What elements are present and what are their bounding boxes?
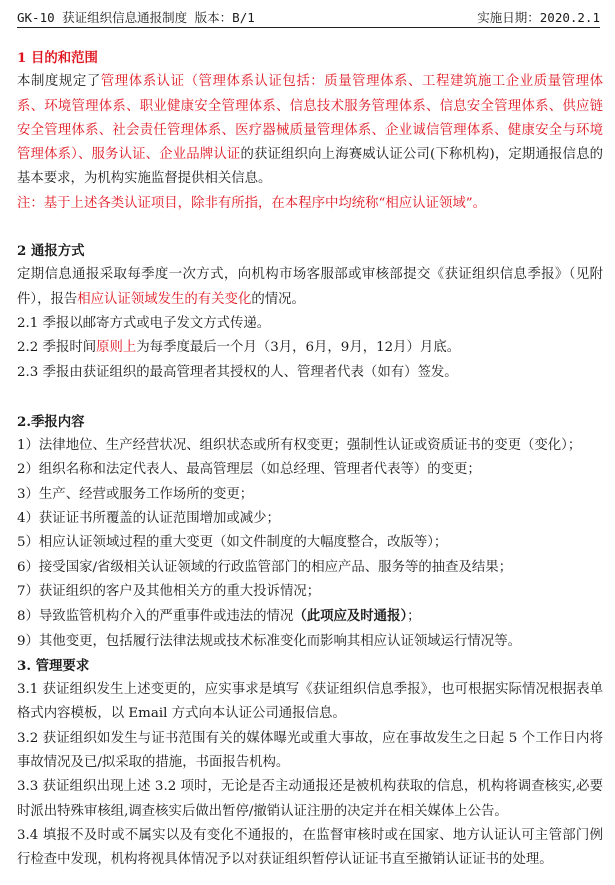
s2-item-2-a: 2.2 季报时间 [17, 340, 97, 356]
s4-paragraph-3: 3.3 获证组织出现上述 3.2 项时，无论是否主动通报还是被机构获取的信息，机构将调查核实,必要时派出特殊审核组,调查核实后做出暂停/撤销认证注册的决定并在相关媒体上公告。 [17, 779, 603, 819]
s2-item-2 [17, 336, 603, 360]
s2-item-2-b: 为每季度最后一个月（3月，6月，9月，12月）月底。 [136, 340, 461, 356]
effective-date: 实施日期：2020.2.1 [477, 10, 600, 25]
section-1-title: 1 目的和范围 [17, 50, 98, 66]
s3-item-9: 9）其他变更，包括履行法律法规或技术标准变化而影响其相应认证领域运行情况等。 [17, 633, 521, 649]
section-1-paragraph [17, 70, 603, 191]
section-2-paragraph [17, 263, 603, 312]
section-2-title: 2 通报方式 [17, 243, 85, 260]
doc-id-version: GK-10 获证组织信息通报制度 版本：B/1 [17, 10, 255, 25]
document-body [17, 46, 603, 873]
s3-item-7: 7）获证组织的客户及其他相关方的重大投诉情况； [17, 583, 321, 599]
s3-item-8-bold: （此项应及时通报） [293, 608, 408, 625]
s3-item-6: 6）接受国家/省级相关认证领域的行政监管部门的相应产品、服务等的抽查及结果； [17, 559, 513, 575]
s3-item-4: 4）获证证书所覆盖的认证范围增加或减少； [17, 511, 280, 527]
section-3-title: 2.季报内容 [17, 413, 85, 430]
s3-item-3: 3）生产、经营或服务工作场所的变更； [17, 486, 254, 502]
s2-item-2-red: 原则上 [96, 340, 137, 356]
s3-item-8-b: ； [407, 609, 421, 625]
s2-text-a: 定期信息通报采取每季度一次方式，向机构市场客服部或审核部提交《获证组织信息季报》（见附件），报告 [17, 267, 603, 307]
s3-item-8-a: 8）导致监管机构介入的严重事件或违法的情况 [17, 609, 294, 625]
s2-item-3: 2.3 季报由获证组织的最高管理者其授权的人、管理者代表（如有）签发。 [17, 364, 458, 380]
s4-paragraph-1: 3.1 获证组织发生上述变更的，应实事求是填写《获证组织信息季报》，也可根据实际情况根据表单格式内容模板，以 Email 方式向本认证公司通报信息。 [17, 682, 603, 722]
section-1-note: 注：基于上述各类认证项目，除非有所指，在本程序中均统称“相应认证领域”。 [17, 195, 486, 211]
s3-item-1: 1）法律地位、生产经营状况、组织状态或所有权变更；强制性认证或资质证书的变更（变化）； [17, 438, 582, 454]
s3-item-2: 2）组织名称和法定代表人、最高管理层（如总经理、管理者代表等）的变更； [17, 462, 481, 478]
p1-text-red: 管理体系认证（管理体系认证包括：质量管理体系、工程建筑施工企业质量管理体系、环境管理体系、职业健康安全管理体系、信息技术服务管理体系、信息安全管理体系、供应链安全管理体系、社会责任管理体系、医疗器械质量管理体系、企业诚信管理体系、健康安全与环境管理体系）、服务认证、企业品牌认证 [17, 74, 603, 163]
s3-item-8 [17, 604, 603, 629]
p1-text-b: 的获证组织向上海赛威认证公司(下称机构)，定期通报信息的基本要求，为机构实施监督提供相关信息。 [17, 147, 603, 187]
s2-text-red: 相应认证领域发生的有关变化 [77, 291, 252, 307]
s3-item-5: 5）相应认证领域过程的重大变更（如文件制度的大幅度整合，改版等）； [17, 535, 448, 551]
p1-text-a: 本制度规定了 [17, 74, 101, 90]
section-4-title: 3. 管理要求 [17, 657, 90, 674]
page-header [17, 0, 600, 28]
s4-paragraph-4: 3.4 填报不及时或不属实以及有变化不通报的，在监督审核时或在国家、地方认证认可主管部门例行检查中发现，机构将视具体情况予以对获证组织暂停认证证书直至撤销认证证书的处理。 [17, 827, 603, 868]
s4-paragraph-2: 3.2 获证组织如发生与证书范围有关的媒体曝光或重大事故，应在事故发生之日起 5 个工作日内将事故情况及已/拟采取的措施，书面报告机构。 [17, 730, 603, 771]
s2-item-1: 2.1 季报以邮寄方式或电子发文方式传递。 [17, 315, 271, 331]
s2-text-b: 的情况。 [251, 291, 305, 307]
